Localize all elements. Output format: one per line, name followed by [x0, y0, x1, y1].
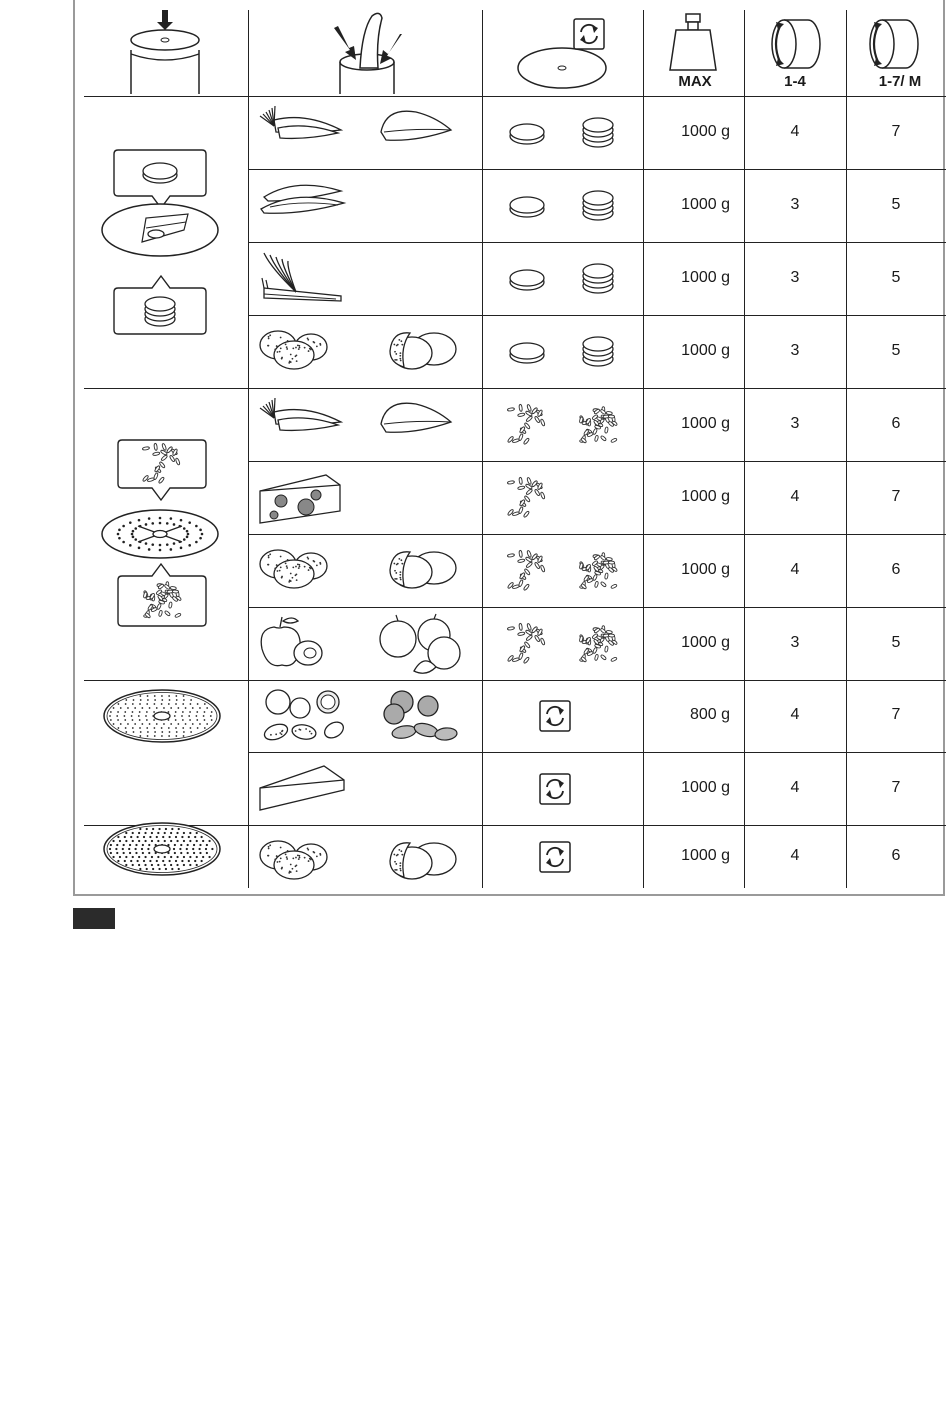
food-chute-icon	[328, 10, 408, 94]
max-weight-value: 1000 g	[681, 195, 730, 213]
hard-cheese-icon	[256, 758, 356, 821]
speed-a-value: 3	[790, 268, 800, 286]
speed-a-value: 3	[790, 341, 800, 359]
speed-dial-icon	[768, 10, 822, 72]
max-weight-value: 1000 g	[681, 560, 730, 578]
group-divider	[84, 388, 946, 389]
thin-slice-icon	[502, 327, 552, 377]
row-divider	[248, 461, 946, 462]
thick-slice-icon	[573, 108, 623, 158]
cucumber-icon	[376, 102, 476, 165]
thin-slice-icon	[502, 181, 552, 231]
max-weight-value: 1000 g	[681, 122, 730, 140]
fine-shred-icon	[502, 473, 552, 523]
column-divider	[248, 10, 249, 888]
group-divider	[84, 680, 946, 681]
speed-a-value: 3	[790, 414, 800, 432]
weight-icon	[666, 10, 720, 72]
peeled-potatoes-icon	[376, 831, 476, 884]
row-divider	[248, 169, 946, 170]
nuts-icon	[256, 686, 356, 748]
column-divider	[643, 10, 644, 888]
coarse-shred-icon	[573, 546, 623, 596]
peeled-potatoes-icon	[376, 540, 476, 603]
coarse-shred-icon	[573, 619, 623, 669]
speed-a-value: 3	[790, 633, 800, 651]
speed-b-value: 5	[891, 268, 901, 286]
grating-disc-fine-icon	[100, 686, 224, 746]
row-divider	[248, 242, 946, 243]
speed-b-value: 7	[891, 122, 901, 140]
speed-b-value: 7	[891, 487, 901, 505]
max-weight-value: 800 g	[689, 706, 730, 723]
speed-b-label: 1-7/ M	[878, 73, 922, 90]
max-label: MAX	[678, 73, 712, 90]
almonds-icon	[376, 686, 476, 748]
thick-slice-icon	[573, 181, 623, 231]
speed-a-value: 4	[790, 706, 800, 723]
speed-a-label: 1-4	[784, 73, 806, 90]
speed-a-value: 4	[790, 846, 800, 864]
row-divider	[248, 607, 946, 608]
fine-shred-icon	[502, 400, 552, 450]
speed-b-value: 5	[891, 633, 901, 651]
column-divider	[482, 10, 483, 888]
row-divider	[248, 752, 946, 753]
max-weight-value: 1000 g	[681, 487, 730, 505]
fine-shred-icon	[502, 546, 552, 596]
speed-a-value: 4	[790, 560, 800, 578]
speed-dial-icon	[866, 10, 920, 72]
speed-b-value: 6	[891, 560, 901, 578]
max-weight-value: 1000 g	[681, 414, 730, 432]
header-divider	[84, 96, 946, 97]
speed-a-value: 4	[790, 487, 800, 505]
max-weight-value: 1000 g	[681, 846, 730, 864]
reversible-disc-icon	[512, 18, 612, 94]
grating-disc-coarse-icon	[100, 819, 224, 879]
column-divider	[846, 10, 847, 888]
carrot-icon	[256, 102, 356, 165]
speed-b-value: 5	[891, 195, 901, 213]
speed-b-value: 5	[891, 341, 901, 359]
speed-a-value: 3	[790, 195, 800, 213]
speed-a-value: 4	[790, 778, 800, 796]
shredding-disc-icon	[98, 438, 224, 628]
thin-slice-icon	[502, 108, 552, 158]
slicing-disc-icon	[98, 148, 224, 334]
language-marker	[73, 908, 115, 929]
speed-b-value: 7	[891, 706, 901, 723]
speed-a-value: 4	[790, 122, 800, 140]
max-weight-value: 1000 g	[681, 778, 730, 796]
coarse-shred-icon	[573, 400, 623, 450]
peeled-apples-icon	[376, 613, 476, 676]
max-weight-value: 1000 g	[681, 341, 730, 359]
fine-shred-icon	[502, 619, 552, 669]
speed-b-value: 6	[891, 414, 901, 432]
row-divider	[248, 315, 946, 316]
speed-b-value: 7	[891, 778, 901, 796]
cheese-icon	[256, 467, 356, 530]
thick-slice-icon	[573, 254, 623, 304]
reversible-disc-icon	[530, 691, 580, 741]
carrot-icon	[256, 394, 356, 457]
speed-b-value: 6	[891, 846, 901, 864]
max-weight-value: 1000 g	[681, 268, 730, 286]
thin-slice-icon	[502, 254, 552, 304]
peeled-potatoes-icon	[376, 321, 476, 384]
potatoes-icon	[256, 321, 356, 384]
column-divider	[744, 10, 745, 888]
reversible-disc-icon	[530, 832, 580, 882]
row-divider	[248, 534, 946, 535]
potatoes-icon	[256, 540, 356, 603]
cucumbers-icon	[256, 175, 356, 238]
thick-slice-icon	[573, 327, 623, 377]
disc-insert-icon	[115, 10, 215, 94]
potatoes-icon	[256, 831, 356, 884]
max-weight-value: 1000 g	[681, 633, 730, 651]
reversible-disc-icon	[530, 764, 580, 814]
cucumber-icon	[376, 394, 476, 457]
leek-icon	[256, 248, 356, 311]
apple-icon	[256, 613, 356, 676]
